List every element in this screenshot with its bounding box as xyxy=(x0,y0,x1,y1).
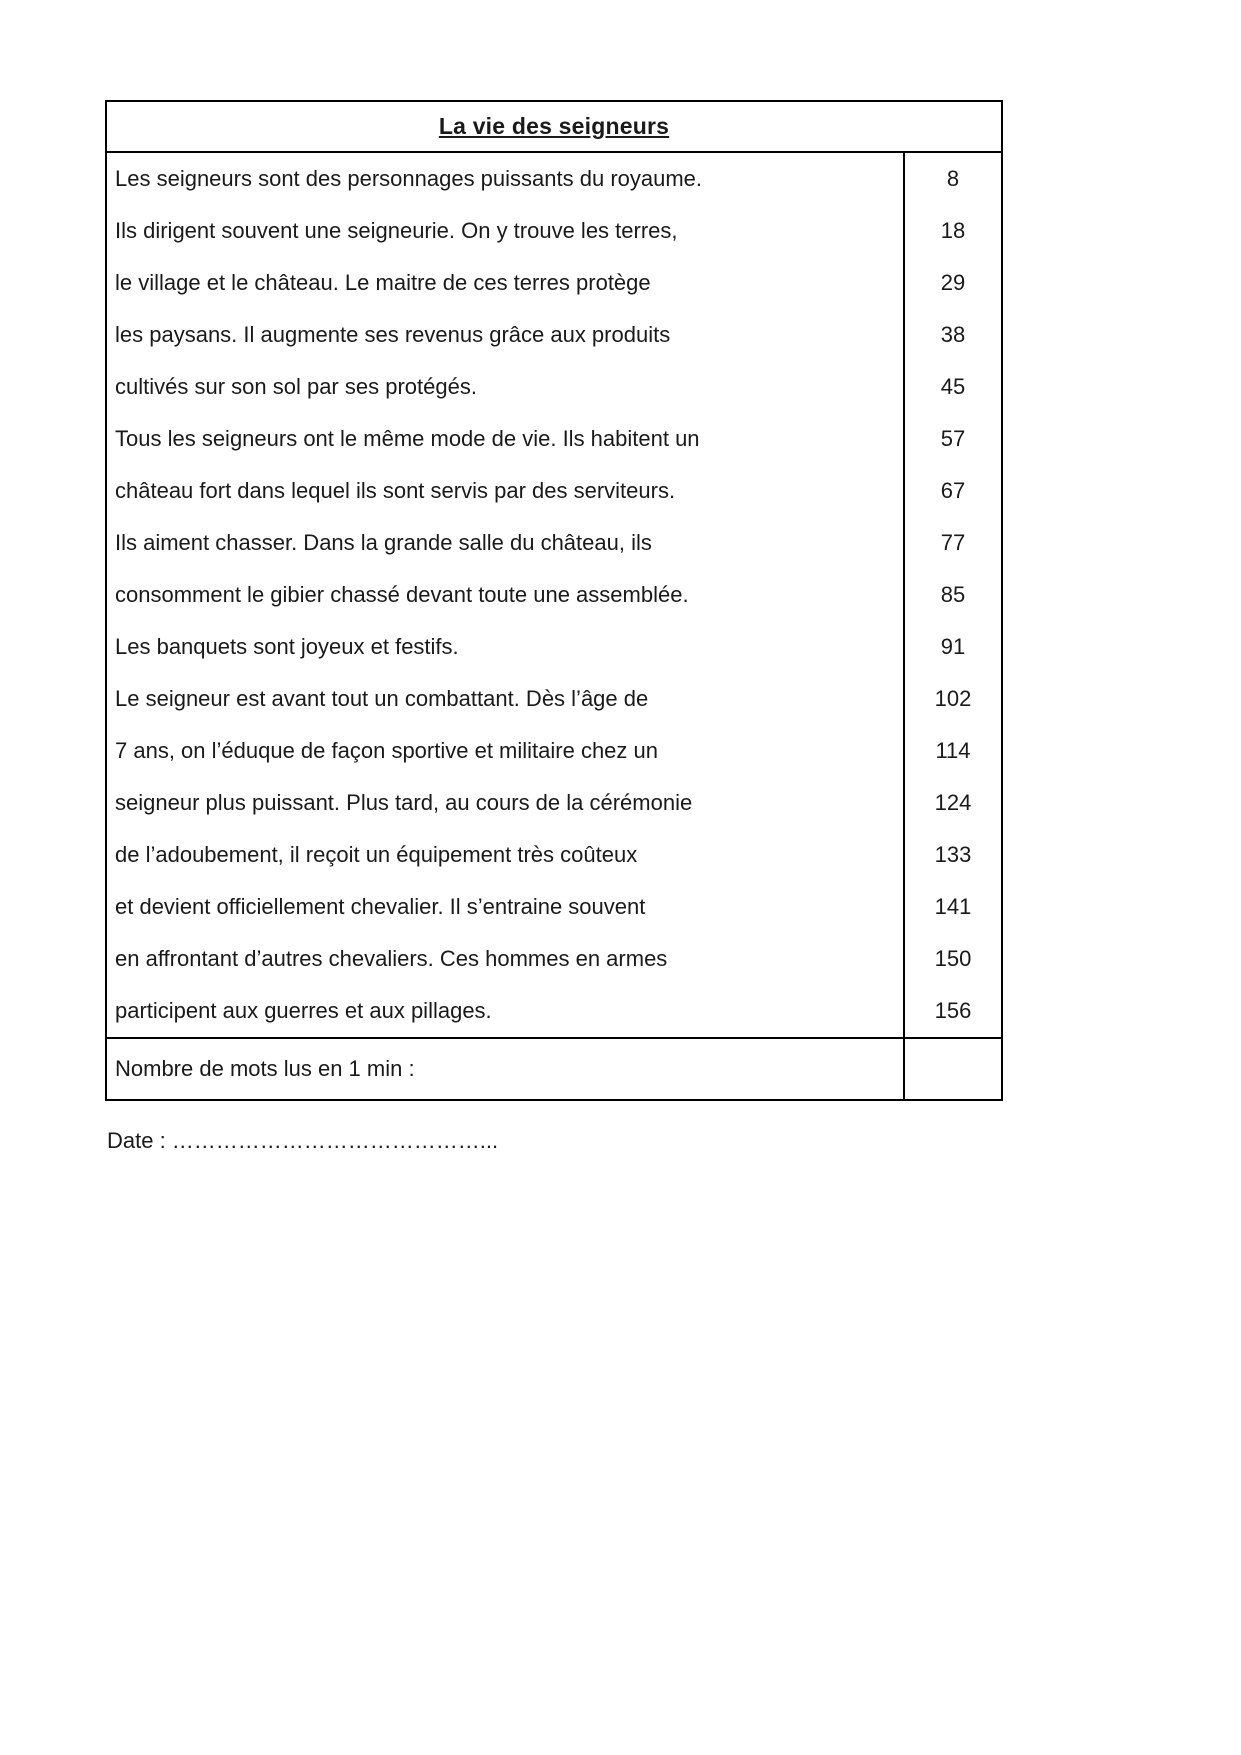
row-word-count: 91 xyxy=(903,621,1001,673)
row-text: Les seigneurs sont des personnages puissants du royaume. xyxy=(115,166,703,191)
row-word-count: 85 xyxy=(903,569,1001,621)
table-row xyxy=(107,621,1001,673)
table-row xyxy=(107,361,1001,413)
row-text: participent aux guerres et aux pillages. xyxy=(115,998,492,1023)
table-row xyxy=(107,725,1001,777)
row-word-count: 77 xyxy=(903,517,1001,569)
page-title: La vie des seigneurs xyxy=(438,113,670,139)
row-word-count: 8 xyxy=(903,153,1001,205)
table-row xyxy=(107,205,1001,257)
table-row xyxy=(107,881,1001,933)
words-read-value-cell xyxy=(903,1039,1001,1099)
row-word-count: 57 xyxy=(903,413,1001,465)
table-row xyxy=(107,413,1001,465)
reading-fluency-table xyxy=(105,100,1003,1101)
table-row xyxy=(107,465,1001,517)
row-word-count: 18 xyxy=(903,205,1001,257)
row-text: Tous les seigneurs ont le même mode de vie. Ils habitent un xyxy=(115,426,700,451)
table-row xyxy=(107,257,1001,309)
table-row xyxy=(107,309,1001,361)
table-row xyxy=(107,569,1001,621)
table-row xyxy=(107,673,1001,725)
row-word-count: 45 xyxy=(903,361,1001,413)
row-text: Ils dirigent souvent une seigneurie. On y trouve les terres, xyxy=(115,218,678,243)
table-row xyxy=(107,777,1001,829)
row-word-count: 150 xyxy=(903,933,1001,985)
row-text: de l’adoubement, il reçoit un équipement très coûteux xyxy=(115,842,638,867)
row-word-count: 156 xyxy=(903,985,1001,1037)
row-text: 7 ans, on l’éduque de façon sportive et militaire chez un xyxy=(115,738,658,763)
row-text: les paysans. Il augmente ses revenus grâce aux produits xyxy=(115,322,671,347)
row-text: consomment le gibier chassé devant toute une assemblée. xyxy=(115,582,689,607)
table-row xyxy=(107,829,1001,881)
row-word-count: 29 xyxy=(903,257,1001,309)
date-line: Date : ……………………………………... xyxy=(107,1128,499,1153)
words-read-row xyxy=(105,1037,1003,1101)
row-text: château fort dans lequel ils sont servis par des serviteurs. xyxy=(115,478,676,503)
row-word-count: 141 xyxy=(903,881,1001,933)
row-text: cultivés sur son sol par ses protégés. xyxy=(115,374,477,399)
row-word-count: 124 xyxy=(903,777,1001,829)
row-text: seigneur plus puissant. Plus tard, au cours de la cérémonie xyxy=(115,790,693,815)
row-word-count: 102 xyxy=(903,673,1001,725)
row-word-count: 38 xyxy=(903,309,1001,361)
row-word-count: 114 xyxy=(903,725,1001,777)
row-text: en affrontant d’autres chevaliers. Ces hommes en armes xyxy=(115,946,668,971)
table-row xyxy=(107,933,1001,985)
table-row xyxy=(107,153,1001,205)
row-text: et devient officiellement chevalier. Il s’entraine souvent xyxy=(115,894,646,919)
table-row xyxy=(107,985,1001,1037)
table-row xyxy=(107,517,1001,569)
row-text: le village et le château. Le maitre de ces terres protège xyxy=(115,270,651,295)
table-body xyxy=(105,153,1003,1037)
row-text: Les banquets sont joyeux et festifs. xyxy=(115,634,459,659)
row-text: Ils aiment chasser. Dans la grande salle du château, ils xyxy=(115,530,652,555)
table-title-row xyxy=(105,100,1003,153)
row-text: Le seigneur est avant tout un combattant. Dès l’âge de xyxy=(115,686,649,711)
row-word-count: 67 xyxy=(903,465,1001,517)
row-word-count: 133 xyxy=(903,829,1001,881)
words-read-label: Nombre de mots lus en 1 min : xyxy=(115,1056,415,1081)
